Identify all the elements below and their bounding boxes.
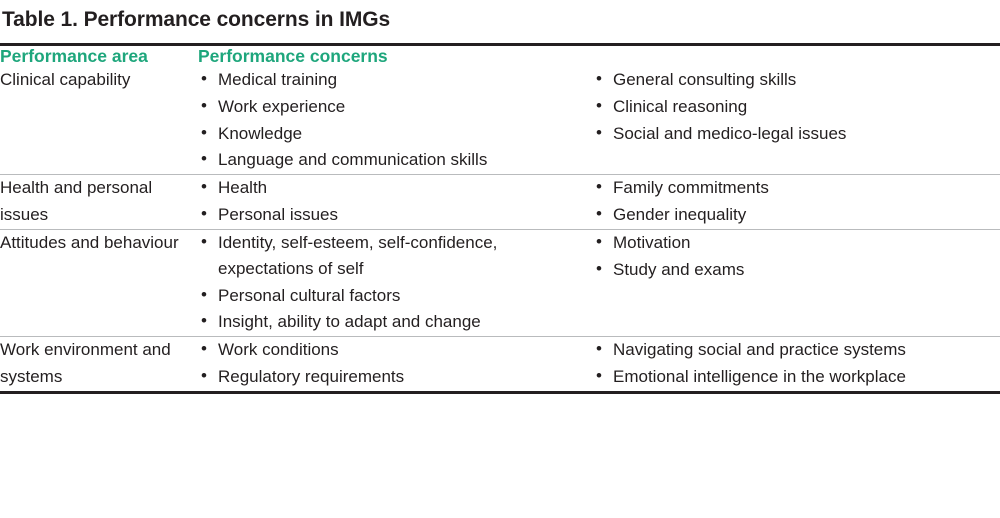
row-concerns-column-1 xyxy=(196,337,591,391)
column-header-performance-concerns: Performance concerns xyxy=(198,46,388,66)
concerns-list xyxy=(196,230,591,335)
table-bottom-rule xyxy=(0,391,1000,394)
column-header-performance-area: Performance area xyxy=(0,46,148,66)
table-body xyxy=(0,67,1000,391)
list-item: • Identity, self-esteem, self-confidence, expectations of self xyxy=(218,230,591,282)
row-area-label: Work environment and systems xyxy=(0,337,196,391)
list-item: • Insight, ability to adapt and change xyxy=(218,309,591,335)
performance-concerns-table xyxy=(0,46,1000,391)
row-concerns-column-2 xyxy=(591,67,1000,175)
list-item: • Health xyxy=(218,175,591,201)
row-concerns-column-2 xyxy=(591,337,1000,391)
concerns-list xyxy=(196,175,591,228)
list-item: • Social and medico-legal issues xyxy=(613,121,1000,147)
concerns-list xyxy=(196,67,591,173)
list-item: • Work experience xyxy=(218,94,591,120)
concerns-list xyxy=(591,230,1000,283)
concerns-list xyxy=(591,337,1000,390)
list-item: • Family commitments xyxy=(613,175,1000,201)
list-item: • Study and exams xyxy=(613,257,1000,283)
row-area-label: Clinical capability xyxy=(0,70,131,89)
row-concerns-column-2 xyxy=(591,229,1000,336)
list-item: • Emotional intelligence in the workplace xyxy=(613,364,1000,390)
list-item: • General consulting skills xyxy=(613,67,1000,93)
list-item: • Regulatory requirements xyxy=(218,364,591,390)
list-item: • Work conditions xyxy=(218,337,591,363)
list-item: • Motivation xyxy=(613,230,1000,256)
concerns-list xyxy=(591,175,1000,228)
table-header-row xyxy=(0,46,1000,67)
table-row xyxy=(0,175,1000,230)
row-concerns-column-1 xyxy=(196,175,591,230)
row-area-label: Attitudes and behaviour xyxy=(0,229,196,336)
list-item: • Personal cultural factors xyxy=(218,283,591,309)
list-item: • Gender inequality xyxy=(613,202,1000,228)
list-item: • Medical training xyxy=(218,67,591,93)
list-item: • Knowledge xyxy=(218,121,591,147)
list-item: • Navigating social and practice systems xyxy=(613,337,1000,363)
list-item: • Personal issues xyxy=(218,202,591,228)
table-row xyxy=(0,229,1000,336)
row-concerns-column-1 xyxy=(196,67,591,175)
concerns-list xyxy=(196,337,591,390)
list-item: • Clinical reasoning xyxy=(613,94,1000,120)
table-title: Table 1. Performance concerns in IMGs xyxy=(2,8,391,31)
row-concerns-column-2 xyxy=(591,175,1000,230)
list-item: • Language and communication skills xyxy=(218,147,591,173)
row-area-label: Health and personal issues xyxy=(0,175,196,230)
table-row xyxy=(0,337,1000,391)
table-row xyxy=(0,67,1000,175)
concerns-list xyxy=(591,67,1000,146)
row-concerns-column-1 xyxy=(196,229,591,336)
